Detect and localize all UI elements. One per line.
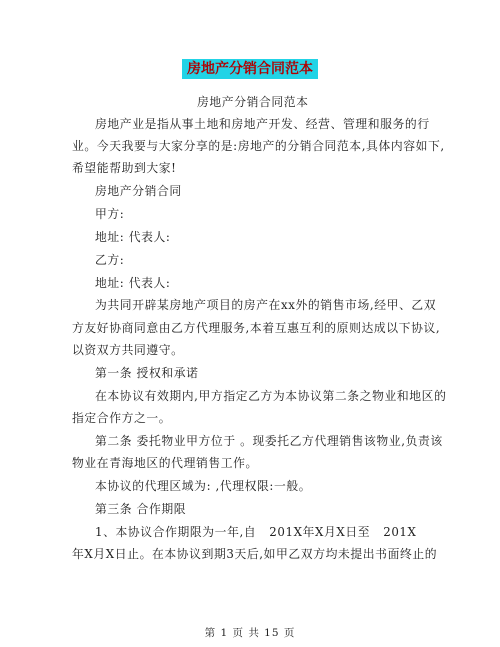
title-wrapper [0,58,500,79]
address-line: 地址: 代表人: [95,230,171,244]
article-heading: 第三条 合作期限 [95,502,187,516]
body-line: 希望能帮助到大家! [72,161,177,175]
body-line: 为共同开辟某房地产项目的房产在xx外的销售市场,经甲、乙双 [95,298,437,312]
page-footer: 第 1 页 共 15 页 [204,627,296,639]
body-line: 业。今天我要与大家分享的是:房地产的分销合同范本,具体内容如下, [72,139,445,153]
subtitle-line: 房地产分销合同范本 [197,95,309,109]
article-heading: 第一条 授权和承诺 [95,366,199,380]
body-line: 本协议的代理区域为: ,代理权限:一般。 [95,479,312,493]
body-line: 指定合作方之一。 [72,411,172,425]
body-line: 1、本协议合作期限为一年,自 201X年X月X日至 201X [95,525,417,539]
section-heading: 房地产分销合同 [95,184,182,198]
party-a-line: 甲方: [95,207,125,221]
body-line: 在本协议有效期内,甲方指定乙方为本协议第二条之物业和地区的 [95,389,447,403]
body-line: 年X月X日止。在本协议到期3天后,如甲乙双方均未提出书面终止的 [72,547,438,561]
body-line: 房地产业是指从事土地和房地产开发、经营、管理和服务的行 [95,117,430,131]
body-line: 以资双方共同遵守。 [72,343,184,357]
body-line: 物业在青海地区的代理销售工作。 [72,456,258,470]
document-title: 房地产分销合同范本 [182,59,318,79]
body-line: 方友好协商同意由乙方代理服务,本着互惠互利的原则达成以下协议, [72,321,441,335]
party-b-line: 乙方: [95,253,125,267]
article-heading: 第二条 委托物业甲方位于 。现委托乙方代理销售该物业,负责该 [95,434,443,448]
address-line: 地址: 代表人: [95,276,171,290]
